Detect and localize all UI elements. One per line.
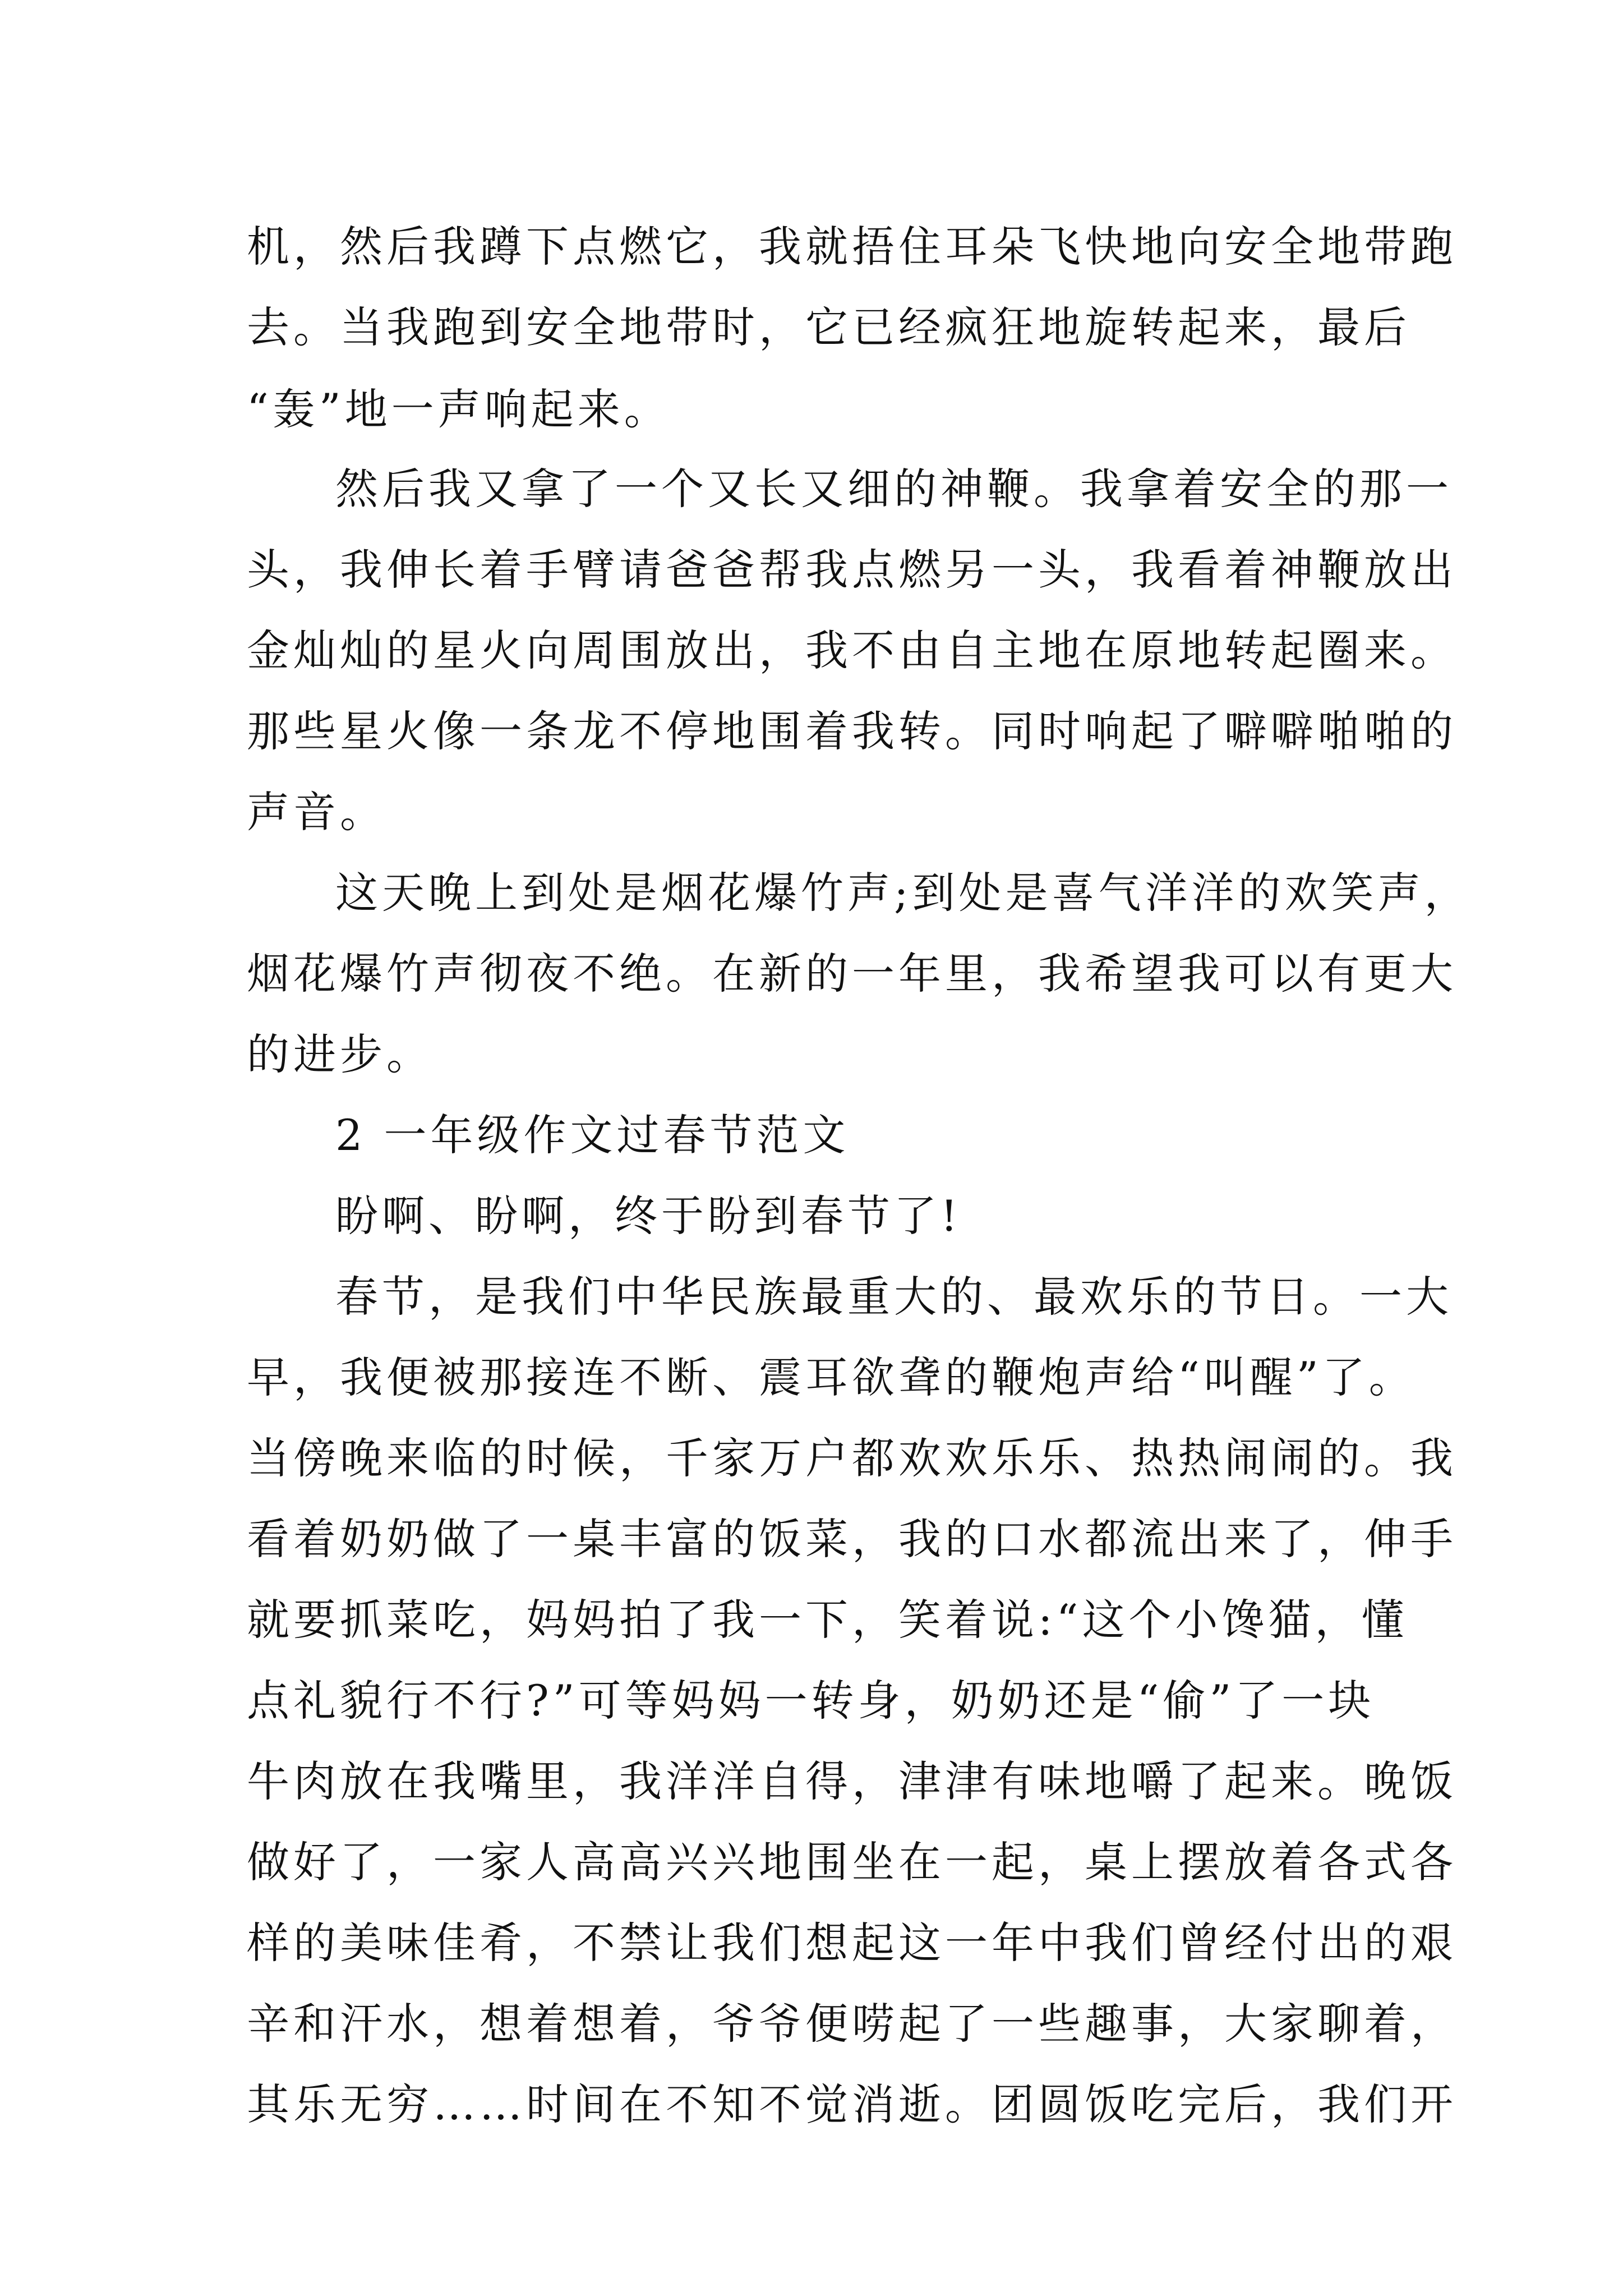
text-line: 牛肉放在我嘴里，我洋洋自得，津津有味地嚼了起来。晚饭 [247, 1756, 1457, 1806]
text-line: 看着奶奶做了一桌丰富的饭菜，我的口水都流出来了，伸手 [247, 1514, 1457, 1564]
text-line: 金灿灿的星火向周围放出，我不由自主地在原地转起圈来。 [247, 625, 1457, 675]
text-line: 声音。 [247, 787, 386, 837]
text-line: 当傍晚来临的时候，千家万户都欢欢乐乐、热热闹闹的。我 [247, 1433, 1457, 1483]
text-line: 早，我便被那接连不断、震耳欲聋的鞭炮声给“叫醒”了。 [247, 1352, 1415, 1402]
text-line: 其乐无穷……时间在不知不觉消逝。团圆饭吃完后，我们开 [247, 2079, 1457, 2129]
text-line: 头，我伸长着手臂请爸爸帮我点燃另一头，我看着神鞭放出 [247, 545, 1457, 595]
text-line: 机，然后我蹲下点燃它，我就捂住耳朵飞快地向安全地带跑 [247, 222, 1457, 272]
text-line: 春节，是我们中华民族最重大的、最欢乐的节日。一大 [335, 1272, 1453, 1322]
text-line: 盼啊、盼啊，终于盼到春节了! [335, 1191, 962, 1241]
text-line: 就要抓菜吃，妈妈拍了我一下，笑着说:“这个小馋猫，懂 [247, 1595, 1408, 1645]
text-line: 烟花爆竹声彻夜不绝。在新的一年里，我希望我可以有更大 [247, 949, 1457, 999]
text-line: 那些星火像一条龙不停地围着我转。同时响起了噼噼啪啪的 [247, 706, 1457, 756]
text-line: 点礼貌行不行?”可等妈妈一转身，奶奶还是“偷”了一块 [247, 1676, 1375, 1726]
text-line: 然后我又拿了一个又长又细的神鞭。我拿着安全的那一 [335, 464, 1453, 514]
text-line: 的进步。 [247, 1029, 433, 1079]
text-line: 去。当我跑到安全地带时，它已经疯狂地旋转起来，最后 [247, 302, 1410, 352]
text-line: 这天晚上到处是烟花爆竹声;到处是喜气洋洋的欢笑声， [335, 868, 1471, 918]
text-line: 做好了，一家人高高兴兴地围坐在一起，桌上摆放着各式各 [247, 1837, 1457, 1887]
text-line: “轰”地一声响起来。 [247, 384, 671, 434]
text-line: 辛和汗水，想着想着，爷爷便唠起了一些趣事，大家聊着， [247, 1999, 1457, 2049]
text-line: 样的美味佳肴，不禁让我们想起这一年中我们曾经付出的艰 [247, 1918, 1457, 1968]
section-heading: 2 一年级作文过春节范文 [335, 1110, 850, 1160]
